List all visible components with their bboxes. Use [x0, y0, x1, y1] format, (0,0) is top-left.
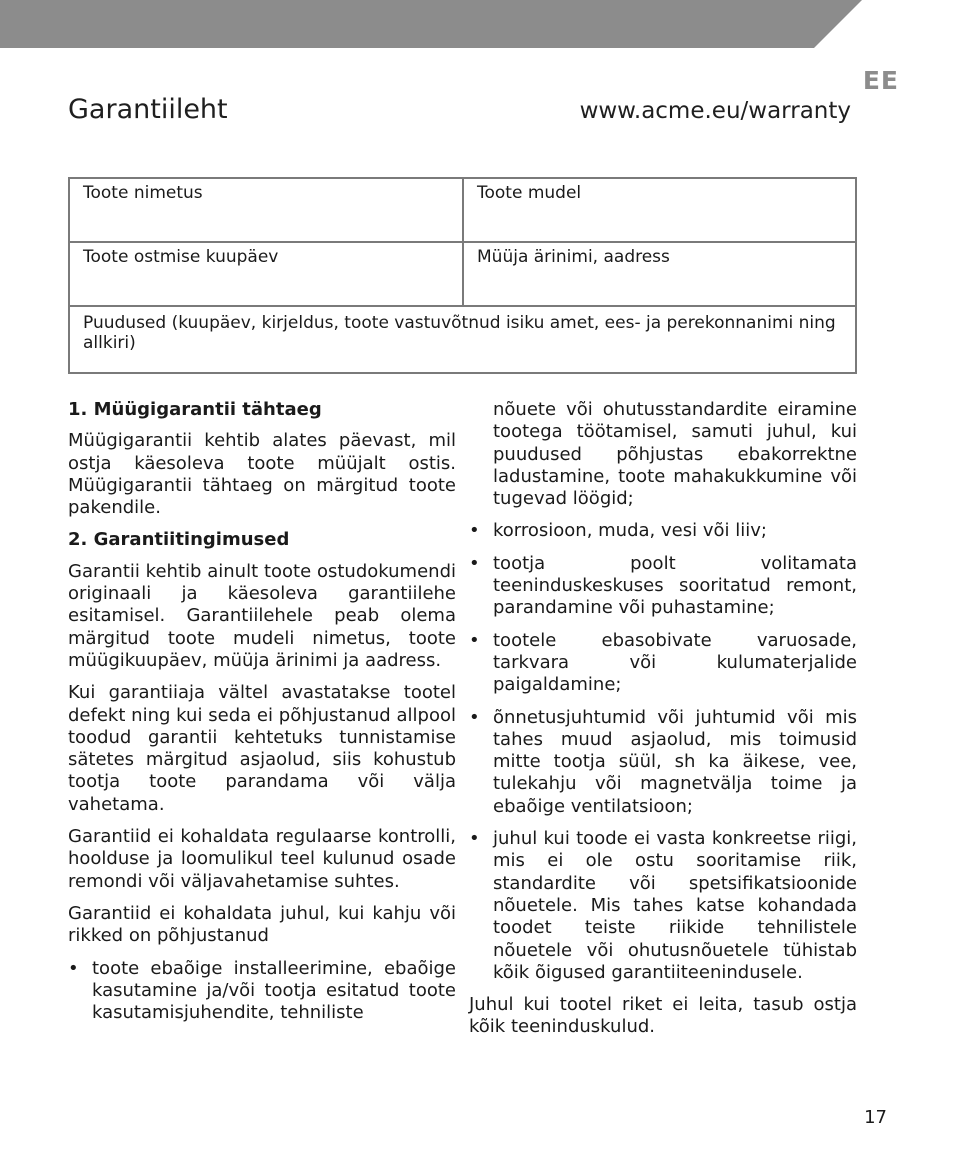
section-2-paragraph-1: Garantii kehtib ainult toote ostudokumendi originaali ja käesoleva garantiilehe esitamisel. Garantiilehele peab olema märgitud toote mudeli nimetus, toote müügikuupäev, müüja ärinimi ja aadress. — [68, 560, 456, 671]
section-1-heading: 1. Müügigarantii tähtaeg — [68, 399, 322, 420]
product-model-field[interactable]: Toote mudel — [463, 178, 856, 242]
list-item-text: tootele ebasobivate varuosade, tarkvara või kulumaterjalide paigaldamine; — [493, 629, 857, 696]
exclusions-list-continued — [469, 520, 857, 984]
list-item: • juhul kui toode ei vasta konkreetse riigi, mis ei ole ostu sooritamise riik, standardite või spetsifikatsioonide nõuetele. Mis tahes katse kohandada toodet teiste riikide tehnilistele nõuetele või ohutusnõuetele tühistab kõik õigused garantiiteenindusele. — [469, 828, 857, 983]
section-2-paragraph-4: Garantiid ei kohaldata juhul, kui kahju või rikked on põhjustanud — [68, 902, 456, 947]
list-item-text: õnnetusjuhtumid või juhtumid või mis tahes muud asjaolud, mis toimusid mitte tootja süül, sh ka äikese, vee, tulekahju või magnetvälja toime ja ebaõige ventilatsioon; — [493, 706, 857, 817]
right-column — [469, 399, 857, 1049]
warranty-form-table — [68, 177, 857, 374]
product-name-field[interactable]: Toote nimetus — [69, 178, 463, 242]
page-number: 17 — [864, 1107, 887, 1128]
list-item-continued: nõuete või ohutusstandardite eiramine tootega töötamisel, samuti juhul, kui puudused põhjustas ebakorrektne ladustamine, toote mahakukkumine või tugevad löögid; — [493, 399, 857, 510]
section-1-paragraph: Müügigarantii kehtib alates päevast, mil ostja käesoleva toote müüjalt ostis. Müügigarantii tähtaeg on märgitud toote pakendile. — [68, 430, 456, 519]
warranty-url: www.acme.eu/warranty — [579, 98, 851, 124]
exclusions-list — [68, 958, 456, 1025]
list-item-text: tootja poolt volitamata teeninduskeskuses sooritatud remont, parandamine või puhastamine; — [493, 552, 857, 619]
header-bar — [0, 0, 954, 48]
purchase-date-field[interactable]: Toote ostmise kuupäev — [69, 242, 463, 306]
section-2-paragraph-3: Garantiid ei kohaldata regulaarse kontrolli, hoolduse ja loomulikul teel kulunud osade remondi või väljavahetamise suhtes. — [68, 826, 456, 892]
list-item: • toote ebaõige installeerimine, ebaõige kasutamine ja/või tootja esitatud toote kasutamisjuhendite, tehniliste — [68, 957, 456, 1024]
list-item: • tootele ebasobivate varuosade, tarkvara või kulumaterjalide paigaldamine; — [469, 629, 857, 696]
list-item-text: korrosioon, muda, vesi või liiv; — [493, 520, 767, 542]
seller-field[interactable]: Müüja ärinimi, aadress — [463, 242, 856, 306]
defects-field[interactable]: Puudused (kuupäev, kirjeldus, toote vastuvõtnud isiku amet, ees- ja perekonnanimi ning allkiri) — [69, 306, 856, 373]
list-item-text: juhul kui toode ei vasta konkreetse riigi, mis ei ole ostu sooritamise riik, standardite või spetsifikatsioonide nõuetele. Mis tahes katse kohandada toodet teiste riikide tehnilistele nõuetele või ohutusnõuetele tühistab kõik õigused garantiiteenindusele. — [493, 828, 857, 983]
list-item: • korrosioon, muda, vesi või liiv; — [469, 520, 767, 542]
list-item: • tootja poolt volitamata teeninduskeskuses sooritatud remont, parandamine või puhastamine; — [469, 552, 857, 619]
section-2-paragraph-2: Kui garantiiaja vältel avastatakse tootel defekt ning kui seda ei põhjustanud allpool toodud garantii kehtetuks tunnistamise sätetes märgitud asjaolud, siis kohustub tootja toote parandama või välja vahetama. — [68, 682, 456, 815]
list-item: • õnnetusjuhtumid või juhtumid või mis tahes muud asjaolud, mis toimusid mitte tootja süül, sh ka äikese, vee, tulekahju või magnetvälja toime ja ebaõige ventilatsioon; — [469, 706, 857, 817]
list-item-text: toote ebaõige installeerimine, ebaõige kasutamine ja/või tootja esitatud toote kasutamisjuhendite, tehniliste — [92, 957, 456, 1024]
closing-paragraph: Juhul kui tootel riket ei leita, tasub ostja kõik teeninduskulud. — [469, 994, 857, 1038]
language-code: EE — [862, 66, 899, 95]
left-column — [68, 399, 456, 1034]
section-2-heading: 2. Garantiitingimused — [68, 529, 290, 551]
page-title: Garantiileht — [68, 94, 228, 125]
